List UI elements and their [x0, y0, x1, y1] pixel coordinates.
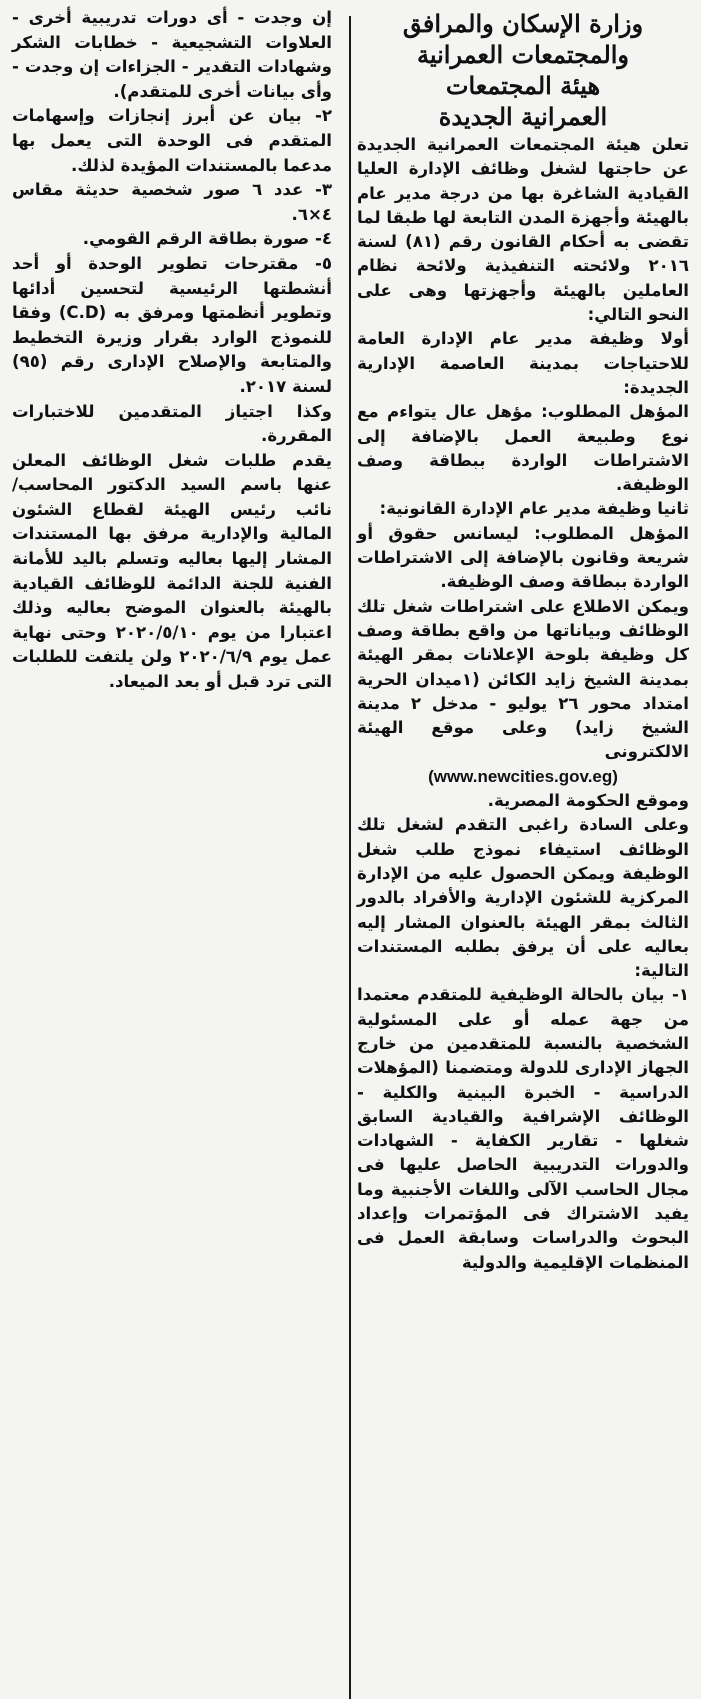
document-item-1: ١- بيان بالحالة الوظيفية للمتقدم معتمدا من جهة عمله أو على المسئولية الشخصية بالنسبة للمتقدمين من خارج الجهاز الإدارى للدولة ومتضمنا (المؤهلات الدراسية - الخبرة البينية والكلية - الوظائف الإشرافية والقيادية السابق شغلها - تقارير الكفاية - الشهادات والدورات التدريبية الحاصل عليها فى مجال الحاسب الآلى واللغات الأجنبية وما يفيد الاشتراك فى المؤتمرات وإعداد البحوث والدراسات وسابقة العمل فى المنظمات الإقليمية والدولية: [357, 985, 689, 1272]
application-paragraph: وعلى السادة راغبى التقدم لشغل تلك الوظائف استيفاء نموذج طلب شغل الوظيفة ويمكن الحصول عليه من الإدارة المركزية للشئون الإدارية والأفراد بالدور الثالث بمقر الهيئة بالعنوان المشار إليه بعاليه على أن يرفق بطلبه المستندات التالية:: [357, 815, 689, 981]
job-one-title: أولا وظيفة مدير عام الإدارة العامة للاحتياجات بمدينة العاصمة الإدارية الجديدة:: [357, 329, 689, 397]
submission-paragraph: يقدم طلبات شغل الوظائف المعلن عنها باسم السيد الدكتور المحاسب/ نائب رئيس الهيئة لقطاع الشئون المالية والإدارية مرفق بها المستندات المشار إليها بعاليه وتسلم باليد للأمانة الفنية للجنة الدائمة للوظائف القيادية بالهيئة بالعنوان الموضح بعاليه وذلك اعتبارا من يوم ٢٠٢٠/٥/١٠ وحتى نهاية عمل يوم ٢٠٢٠/٦/٩ ولن يلتفت للطلبات التى ترد قبل أو بعد الميعاد.: [12, 450, 333, 692]
document-item-4: ٤- صورة بطاقة الرقم القومي.: [82, 229, 332, 249]
document-item-5: ٥- مقترحات تطوير الوحدة أو أحد أنشطتها الرئيسية لتحسين أدائها وتطوير أنظمتها ومرفق به (C.D) وفقا للنموذج الوارد بقرار وزيرة التخطيط والمتابعة والإصلاح الإدارى رقم (٩٥) لسنة ٢٠١٧.: [12, 253, 332, 396]
job-two-title: ثانيا وظيفة مدير عام الإدارة القانونية:: [379, 499, 689, 519]
intro-paragraph: تعلن هيئة المجتمعات العمرانية الجديدة عن حاجتها لشغل وظائف الإدارة العليا القيادية الشاغرة بها من درجة مدير عام بالهيئة وأجهزة المدن التابعة لها طبقا لما تقضى به أحكام القانون رقم (٨١) لسنة ٢٠١٦ ولائحته التنفيذية ولائحة نظام العاملين بالهيئة وأجهزتها وهى على النحو التالي:: [357, 135, 689, 325]
document-item-1-continued: إن وجدت - أى دورات تدريبية أخرى - العلاوات التشجيعية - خطابات الشكر وشهادات التقدير - الجزاءات إن وجدت - وأى بيانات أخرى للمتقدم).: [12, 8, 332, 101]
job-one-qualification: المؤهل المطلوب: مؤهل عال يتواءم مع نوع وطبيعة العمل بالإضافة إلى الاشتراطات الواردة ببطاقة وصف الوظيفة.: [357, 402, 689, 495]
tests-note: وكذا اجتياز المتقدمين للاختبارات المقررة.: [12, 401, 332, 446]
gov-site-line: وموقع الحكومة المصرية.: [487, 791, 689, 811]
headline-line: هيئة المجتمعات: [445, 71, 601, 100]
job-two-qualification: المؤهل المطلوب: ليسانس حقوق أو شريعة وقانون بالإضافة إلى الاشتراطات الواردة ببطاقة وصف الوظيفة.: [357, 523, 689, 592]
headline-line: والمجتمعات العمرانية: [416, 40, 630, 69]
headline-line: العمرانية الجديدة: [438, 102, 608, 131]
announcement-headline: [357, 8, 689, 132]
left-column: [0, 0, 340, 695]
document-item-2: ٢- بيان عن أبرز إنجازات وإسهامات المتقدم فى الوحدة التى يعمل بها مدعما بالمستندات المؤيدة لذلك.: [12, 106, 332, 175]
website-url: (www.newcities.gov.eg): [428, 766, 618, 786]
headline-line: وزارة الإسكان والمرافق: [402, 9, 644, 38]
requirements-info-paragraph: ويمكن الاطلاع على اشتراطات شغل تلك الوظائف وبياناتها من واقع بطاقة وصف كل وظيفة بلوحة الإعلانات بمقر الهيئة بمدينة الشيخ زايد الكائن (١ميدان الحرية امتداد محور ٢٦ يوليو - مدخل ٢ مدينة الشيخ زايد) وعلى موقع الهيئة الالكترونى: [357, 596, 689, 762]
document-item-3: ٣- عدد ٦ صور شخصية حديثة مقاس ٤×٦.: [12, 180, 332, 224]
column-divider: [349, 16, 351, 1699]
right-column: [351, 0, 701, 1275]
